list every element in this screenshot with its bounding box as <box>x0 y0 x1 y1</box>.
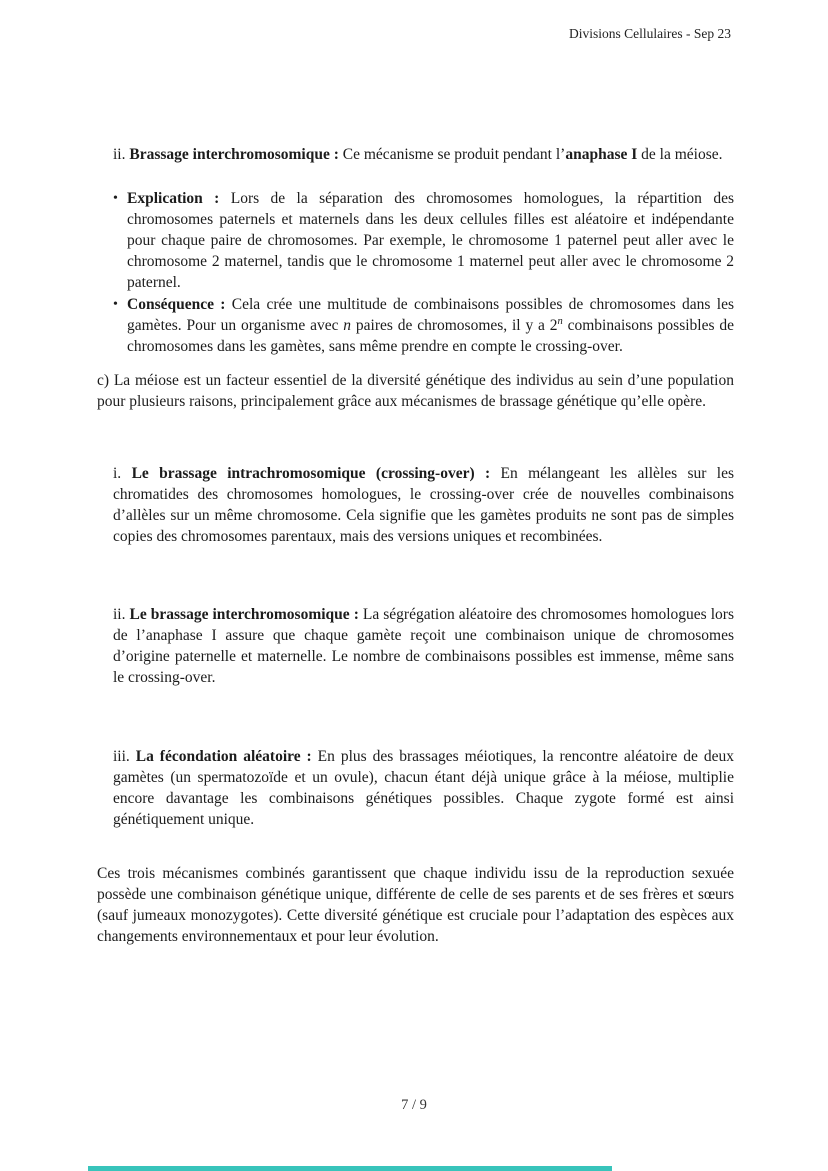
bullet-item-consequence: • Conséquence : Cela crée une multitude de combinaisons possibles de chromosomes dans les gamètes. Pour un organisme avec n paires de chromosomes, il y a 2$^n$ combinaisons possibles de chromosomes dans les gamètes, sans même prendre en compte le crossing-over. <box>113 294 734 357</box>
paragraph-section-ii-interchromosomique: ii. Le brassage interchromosomique : La ségrégation aléatoire des chromosomes homologues lors de l’anaphase I assure que chaque gamète reçoit une combinaison unique de chromosomes d’origine paternelle et maternelle. Le nombre de combinaisons possibles est immense, même sans le crossing-over. <box>113 606 734 686</box>
paragraph-conclusion: Ces trois mécanismes combinés garantissent que chaque individu issu de la reproduction sexuée possède une combinaison génétique unique, différente de celle de ses parents et de ses frères et sœurs (sauf jumeaux monozygotes). Cette diversité génétique est cruciale pour l’adaptation des espèces aux changements environnementaux et pour leur évolution. <box>97 865 734 945</box>
paragraph-section-iii-fecondation: iii. La fécondation aléatoire : En plus des brassages méiotiques, la rencontre aléatoire de deux gamètes (un spermatozoïde et un ovule), chacun étant déjà unique grâce à la méiose, multiplie encore davantage les combinaisons génétiques possibles. Chaque zygote formé est ainsi génétiquement unique. <box>113 748 735 828</box>
bullet-item-explication: • Explication : Lors de la séparation des chromosomes homologues, la répartition des chromosomes paternels et maternels dans les deux cellules filles est aléatoire et indépendante pour chaque paire de chromosomes. Par exemple, le chromosome 1 paternel peut aller avec le chromosome 2 maternel, tandis que le chromosome 1 maternel peut aller avec le chromosome 2 paternel. <box>113 188 734 293</box>
paragraph-c-meiose: c) La méiose est un facteur essentiel de la diversité génétique des individus au sein d’une population pour plusieurs raisons, principalement grâce aux mécanismes de brassage génétique qu’elle opère. <box>97 372 734 410</box>
page-header <box>569 26 731 42</box>
reading-progress-bar <box>88 1166 612 1171</box>
bullet-list <box>113 188 734 357</box>
paragraph-section-i-intrachromosomique: i. Le brassage intrachromosomique (crossing-over) : En mélangeant les allèles sur les chromatides des chromosomes homologues, le crossing-over crée de nouvelles combinaisons d’allèles sur un même chromosome. Cela signifie que les gamètes produits ne sont pas de simples copies des chromosomes parentaux, mais des versions uniques et recombinées. <box>113 465 734 545</box>
document-body <box>97 144 734 947</box>
paragraph-item-ii-anaphase: ii. Brassage interchromosomique : Ce mécanisme se produit pendant l’anaphase I de la méiose. <box>113 146 723 163</box>
page-number: 7 / 9 <box>401 1097 427 1113</box>
document-title: Divisions Cellulaires - Sep 23 <box>569 26 731 41</box>
